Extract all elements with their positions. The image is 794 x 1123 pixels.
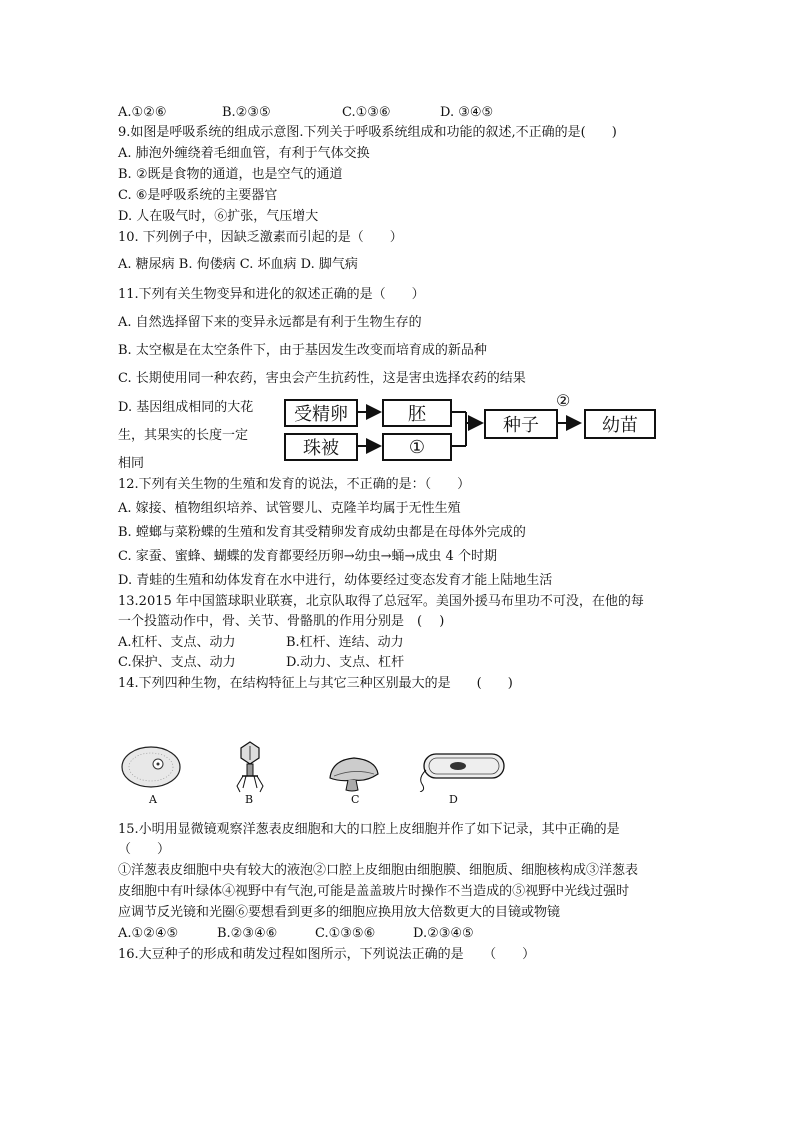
q9-option-a: A. 肺泡外缠绕着毛细血管，有利于气体交换 [118,146,370,161]
q9-option-d: D. 人在吸气时，⑥扩张，气压增大 [118,209,319,224]
organism-d-bacterium-icon [414,748,510,792]
q9-option-b: B. ②既是食物的通道，也是空气的通道 [118,167,343,182]
q13-option-c: C.保护、支点、动力 [118,655,236,670]
organism-a-cell-icon [118,742,184,792]
q9-option-c: C. ⑥是呼吸系统的主要器官 [118,188,278,203]
q11-option-b: B. 太空椒是在太空条件下，由于基因发生改变而培育成的新品种 [118,343,487,358]
q13-stem-line2: 一个投篮动作中，骨、关节、骨骼肌的作用分别是 ( ) [118,614,445,629]
organism-label-c: C [351,793,360,806]
q9-stem: 9.如图是呼吸系统的组成示意图.下列关于呼吸系统组成和功能的叙述,不正确的是( ) [118,125,617,140]
q15-stem-line1: 15.小明用显微镜观察洋葱表皮细胞和大的口腔上皮细胞并作了如下记录，其中正确的是 [118,822,620,837]
organism-b-virus-icon [232,740,268,794]
q15-option-b: B.②③④⑥ [217,926,278,941]
q12-option-b: B. 螳螂与菜粉蝶的生殖和发育其受精卵发育成幼虫都是在母体外完成的 [118,525,526,540]
q11-option-d-line1: D. 基因组成相同的大花 [118,400,254,415]
organism-c-mushroom-icon [326,754,382,794]
q15-option-d: D.②③④⑤ [413,926,474,941]
q10-options: A. 糖尿病 B. 佝偻病 C. 坏血病 D. 脚气病 [118,257,358,272]
q11-option-a: A. 自然选择留下来的变异永远都是有利于生物生存的 [118,315,422,330]
q8-option-c: C.①③⑥ [342,105,391,120]
q12-option-d: D. 青蛙的生殖和幼体发育在水中进行，幼体要经过变态发育才能上陆地生活 [118,573,553,588]
q11-stem: 11.下列有关生物变异和进化的叙述正确的是（ ） [118,287,425,302]
q15-option-a: A.①②④⑤ [118,926,179,941]
q15-option-c: C.①③⑤⑥ [315,926,376,941]
q15-body-line1: ①洋葱表皮细胞中央有较大的液泡②口腔上皮细胞由细胞膜、细胞质、细胞核构成③洋葱表 [118,863,639,878]
organism-label-b: B [245,793,254,806]
q8-option-d: D. ③④⑤ [440,105,494,120]
box-fertilized-egg: 受精卵 [284,399,358,427]
organism-label-a: A [149,793,157,806]
q15-stem-line2: （ ） [118,842,171,857]
q12-option-c: C. 家蚕、蜜蜂、蝴蝶的发育都要经历卵→幼虫→蛹→成虫 4 个时期 [118,549,497,564]
box-circle-1: ① [382,433,452,461]
q16-stem: 16.大豆种子的形成和萌发过程如图所示，下列说法正确的是 （ ） [118,947,536,962]
box-embryo: 胚 [382,399,452,427]
q13-option-a: A.杠杆、支点、动力 [118,635,236,650]
box-integument: 珠被 [284,433,358,461]
q10-stem: 10. 下列例子中，因缺乏激素而引起的是（ ） [118,230,403,245]
q11-option-d-line2: 生，其果实的长度一定 [118,428,249,443]
q15-body-line2: 皮细胞中有叶绿体④视野中有气泡,可能是盖盖玻片时操作不当造成的⑤视野中光线过强时 [118,884,630,899]
box-seed: 种子 [484,409,558,439]
q8-option-a: A.①②⑥ [118,105,167,120]
q8-option-b: B.②③⑤ [222,105,271,120]
q15-body-line3: 应调节反光镜和光圈⑥要想看到更多的细胞应换用放大倍数更大的目镜或物镜 [118,905,561,920]
q12-option-a: A. 嫁接、植物组织培养、试管婴儿、克隆羊均属于无性生殖 [118,501,461,516]
label-circle-2: ② [556,391,571,410]
q13-stem-line1: 13.2015 年中国篮球职业联赛，北京队取得了总冠军。美国外援马布里功不可没，在他的每 [118,594,644,609]
box-seedling: 幼苗 [584,409,656,439]
organism-label-d: D [449,793,458,806]
q12-stem: 12.下列有关生物的生殖和发育的说法，不正确的是：（ ） [118,477,471,492]
q13-option-b: B.杠杆、连结、动力 [286,635,404,650]
q13-option-d: D.动力、支点、杠杆 [286,655,405,670]
q11-option-c: C. 长期使用同一种农药，害虫会产生抗药性，这是害虫选择农药的结果 [118,371,526,386]
q11-option-d-line3: 相同 [118,456,145,471]
q14-stem: 14.下列四种生物，在结构特征上与其它三种区别最大的是 ( ) [118,676,513,691]
